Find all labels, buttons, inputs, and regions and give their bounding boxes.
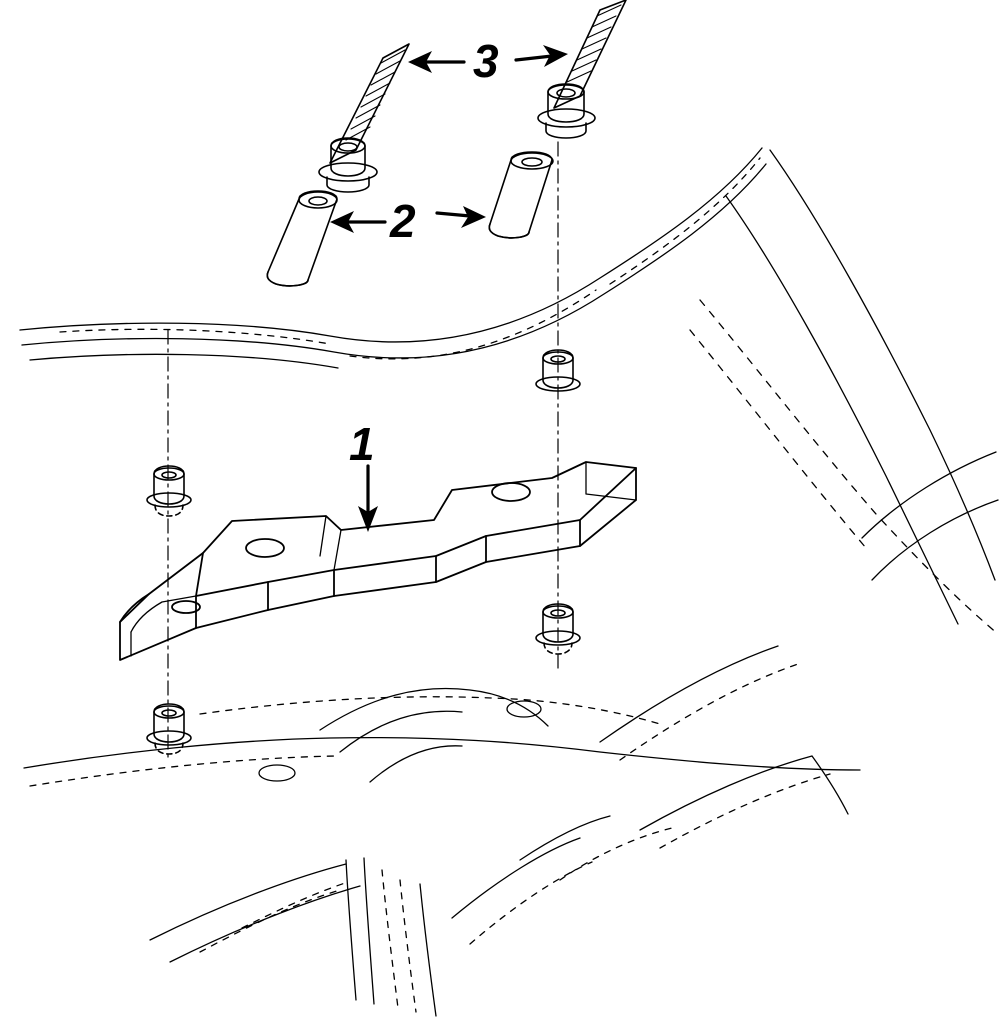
part-3-stud-left (319, 44, 409, 192)
callout-label-3: 3 (473, 35, 499, 87)
installed-fastener-upper-left (147, 466, 191, 516)
part-3-stud-right (538, 0, 626, 138)
callout-label-1: 1 (349, 418, 375, 470)
part-2-bushing-right (489, 152, 553, 238)
callout-label-2: 2 (390, 195, 416, 247)
callout-3-arrow-right-line (516, 56, 552, 60)
part-2-bushing-left (267, 191, 337, 286)
vehicle-body-outline (20, 148, 998, 1016)
callout-2-arrow-right-line (437, 213, 470, 216)
